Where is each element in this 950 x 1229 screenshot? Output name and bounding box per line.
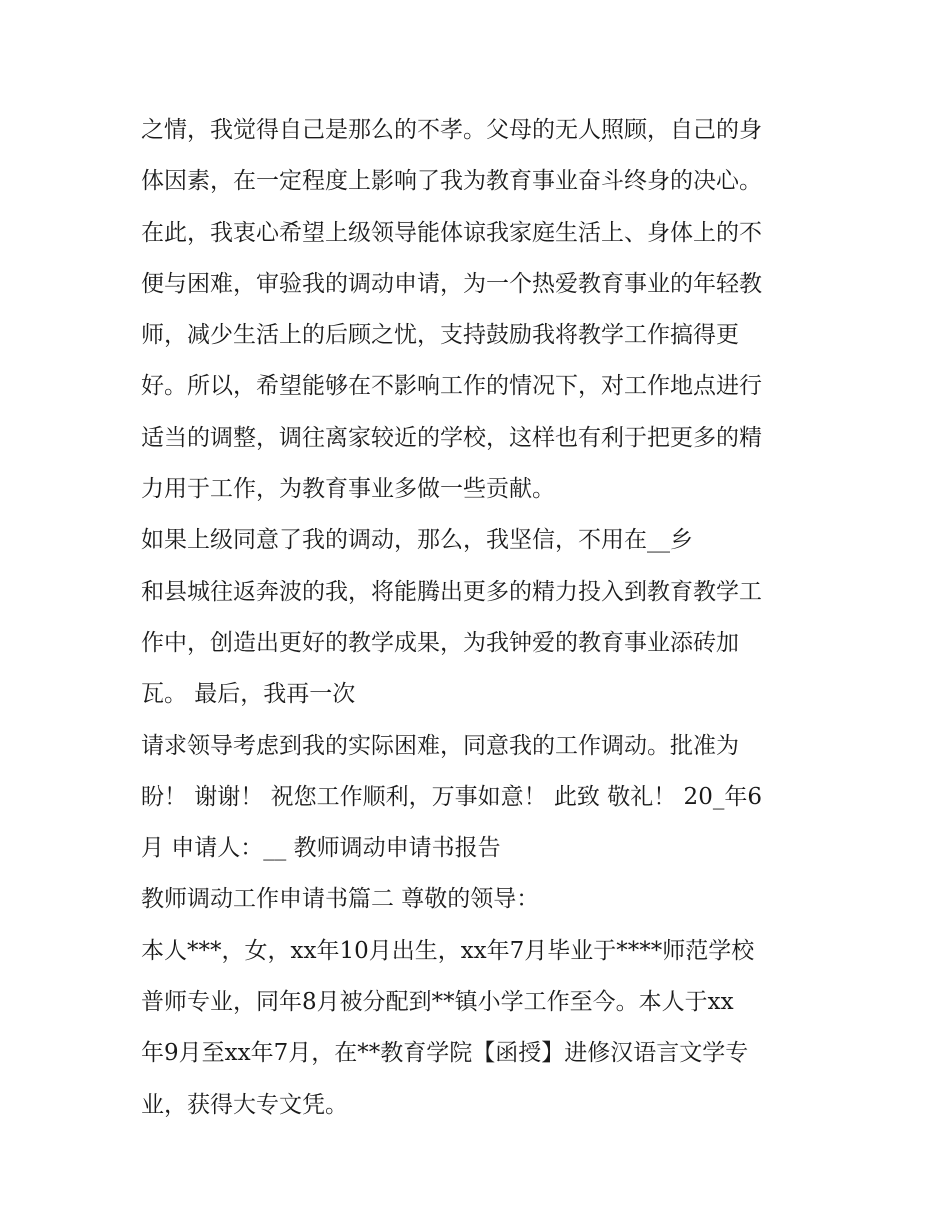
text-line: 普师专业，同年8月被分配到**镇小学工作至今。本人于xx (141, 989, 734, 1016)
text-line: 年9月至xx年7月，在**教育学院【函授】进修汉语言文学专 (141, 1040, 749, 1067)
text-line: 好。所以，希望能够在不影响工作的情况下，对工作地点进行 (141, 373, 762, 400)
text-line: 本人***，女，xx年10月出生，xx年7月毕业于****师范学校 (141, 937, 755, 964)
text-line: 师，减少生活上的后顾之忧，支持鼓励我将教学工作搞得更 (141, 322, 739, 349)
text-line: 业，获得大专文凭。 (141, 1091, 348, 1118)
text-line: 如果上级同意了我的调动，那么，我坚信，不用在__乡 (141, 527, 693, 554)
text-line: 之情，我觉得自己是那么的不孝。父母的无人照顾，自己的身 (141, 117, 762, 143)
text-line: 和县城往返奔波的我，将能腾出更多的精力投入到教育教学工 (141, 578, 762, 605)
text-line: 在此，我衷心希望上级领导能体谅我家庭生活上、身体上的不 (141, 219, 762, 246)
document-body (141, 105, 821, 1131)
text-line: 瓦。 最后，我再一次 (141, 681, 356, 708)
text-line: 适当的调整，调往离家较近的学校，这样也有利于把更多的精 (141, 424, 762, 451)
text-line: 力用于工作，为教育事业多做一些贡献。 (141, 476, 555, 503)
text-line: 作中，创造出更好的教学成果，为我钟爱的教育事业添砖加 (141, 629, 739, 656)
text-line: 体因素，在一定程度上影响了我为教育事业奋斗终身的决心。 (141, 168, 762, 195)
text-line: 月 申请人：__ 教师调动申请书报告 (141, 835, 501, 862)
section-heading-line: 教师调动工作申请书篇二 尊敬的领导： (141, 886, 540, 913)
text-line: 便与困难，审验我的调动申请，为一个热爱教育事业的年轻教 (141, 270, 762, 297)
text-line: 盼！ 谢谢！ 祝您工作顺利，万事如意！ 此致 敬礼！ 20_年6 (141, 783, 762, 810)
text-line: 请求领导考虑到我的实际困难，同意我的工作调动。批准为 (141, 732, 739, 759)
